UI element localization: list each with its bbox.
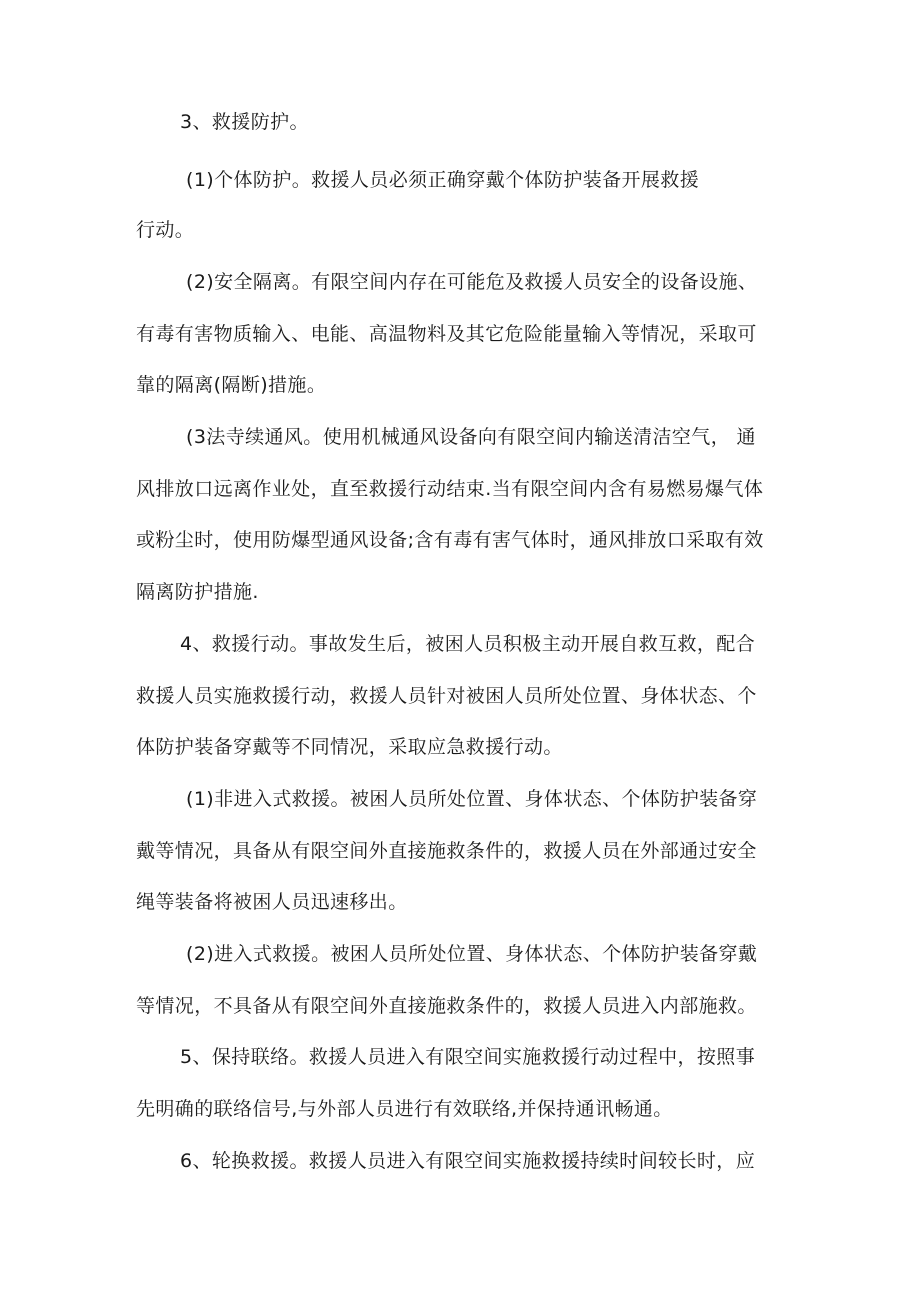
text-line: 先明确的联络信号,与外部人员进行有效联络,并保持通讯畅通。 xyxy=(136,1098,673,1120)
text-line: 或粉尘时，使用防爆型通风设备;含有毒有害气体时，通风排放口采取有效 xyxy=(136,529,764,551)
text-line: 5、保持联络。救援人员进入有限空间实施救援行动过程中，按照事 xyxy=(180,1046,756,1068)
text-line: 风排放口远离作业处，直至救援行动结束.当有限空间内含有易燃易爆气体 xyxy=(136,478,764,500)
text-line: 6、轮换救援。救援人员进入有限空间实施救援持续时间较长时，应 xyxy=(180,1150,756,1172)
text-line: 绳等装备将被困人员迅速移出。 xyxy=(136,891,408,913)
text-line: (3法寺续通风。使用机械通风设备向有限空间内输送清洁空气， 通 xyxy=(186,426,756,448)
text-line: (1)非进入式救援。被困人员所处位置、身体状态、个体防护装备穿 xyxy=(186,788,758,810)
text-line: 隔离防护措施. xyxy=(136,581,259,603)
text-line: 靠的隔离(隔断)措施。 xyxy=(136,374,327,396)
text-line: 戴等情况，具备从有限空间外直接施救条件的，救援人员在外部通过安全 xyxy=(136,840,757,862)
text-line: 行动。 xyxy=(136,219,195,241)
text-line: 等情况，不具备从有限空间外直接施救条件的，救援人员进入内部施救。 xyxy=(136,995,757,1017)
text-line: 救援人员实施救援行动，救援人员针对被困人员所处位置、身体状态、个 xyxy=(136,685,757,707)
text-line: 体防护装备穿戴等不同情况，采取应急救援行动。 xyxy=(136,736,563,758)
text-line: (2)安全隔离。有限空间内存在可能危及救援人员安全的设备设施、 xyxy=(186,271,758,293)
text-line: 有毒有害物质输入、电能、高温物料及其它危险能量输入等情况，采取可 xyxy=(136,323,757,345)
text-line: 4、救援行动。事故发生后，被困人员积极主动开展自救互救，配合 xyxy=(180,633,756,655)
text-line: 3、救援防护。 xyxy=(180,111,309,133)
text-line: (2)进入式救援。被困人员所处位置、身体状态、个体防护装备穿戴 xyxy=(186,943,758,965)
text-line: (1)个体防护。救援人员必须正确穿戴个体防护装备开展救援 xyxy=(186,169,700,191)
